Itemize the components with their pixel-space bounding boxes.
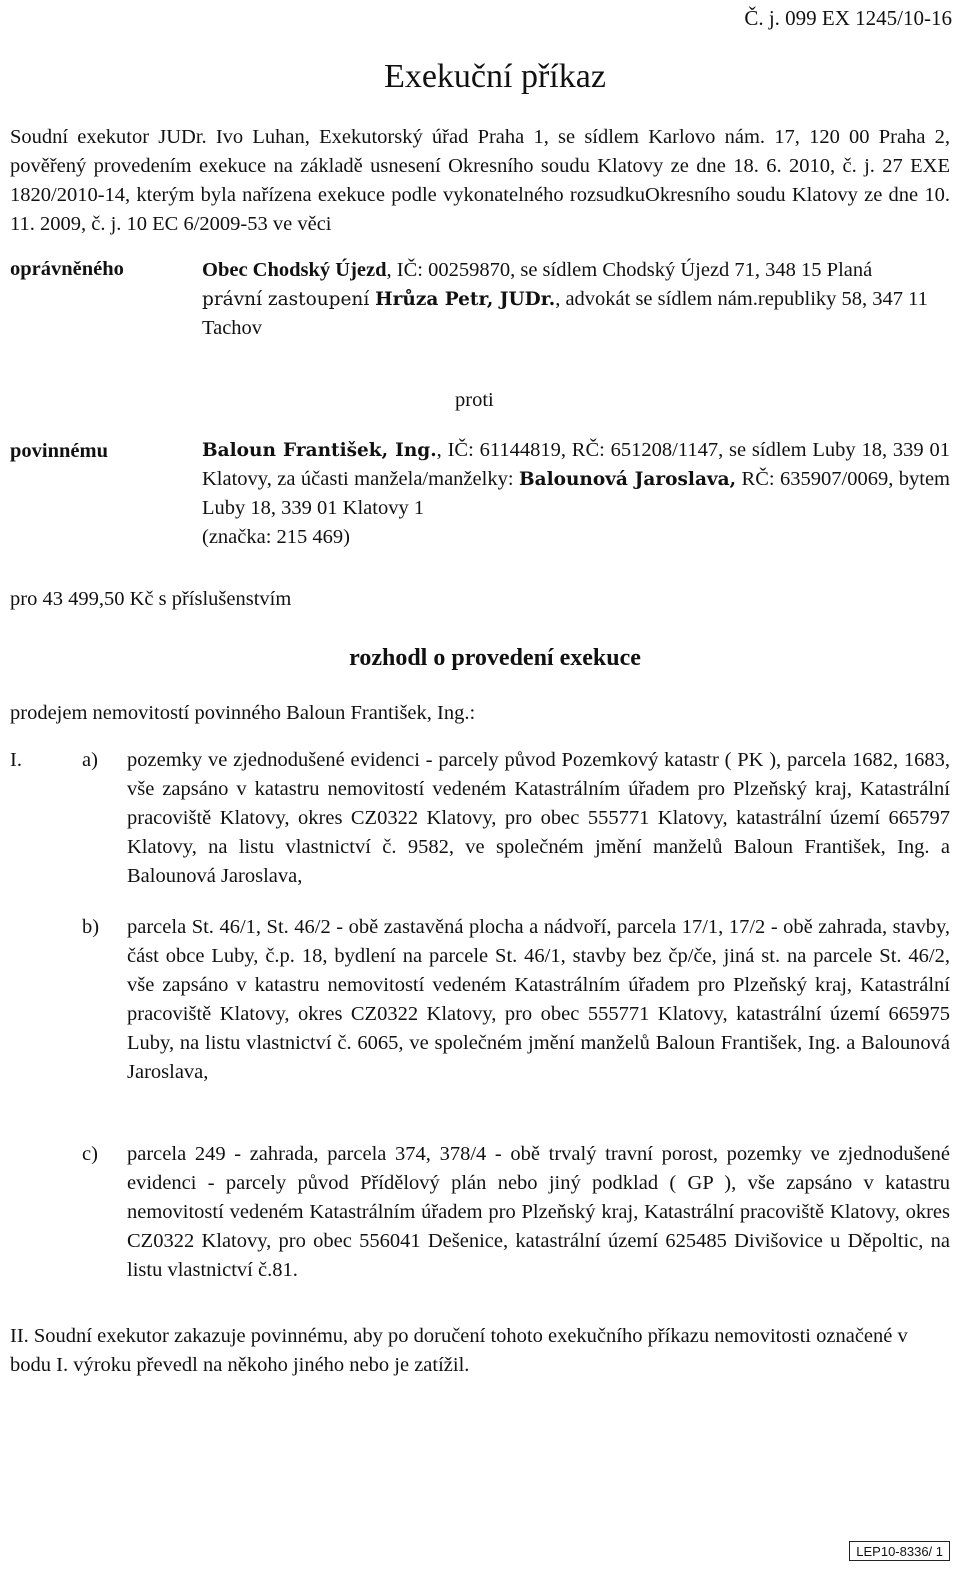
sale-intro: prodejem nemovitostí povinného Baloun František, Ing.: (10, 702, 476, 724)
debtor-label: povinnému (10, 440, 108, 462)
debtor-details (202, 436, 950, 552)
debtor-address: , IČ: 61144819, RČ: 651208/1147, se sídlem Luby 18, 339 01 Klatovy, za účasti manžela/manželky: (202, 439, 950, 490)
decision-heading: rozhodl o provedení exekuce (349, 645, 641, 671)
item-c-label: c) (82, 1143, 98, 1165)
debtor-tag: (značka: 215 469) (202, 526, 350, 548)
creditor-label: oprávněného (10, 258, 124, 280)
creditor-name: Obec Chodský Újezd (202, 259, 387, 281)
creditor-rep-name: Hrůza Petr, JUDr. (375, 289, 556, 310)
item-b-text: parcela St. 46/1, St. 46/2 - obě zastavěná plocha a nádvoří, parcela 17/1, 17/2 - obě zahrada, stavby, část obce Luby, č.p. 18, bydlení na parcele St. 46/1, stavby bez čp/če, jiná st. na parcele St. 46/2, vše zapsáno v katastru nemovitostí vedeném Katastrálním úřadem pro Plzeňský kraj, Katastrální pracoviště Klatovy, okres CZ0322 Klatovy, pro obec 555771 Klatovy, katastrální území 665975 Luby, na listu vlastnictví č. 6065, ve společném jmění manželů Baloun František, Ing. a Balounová Jaroslava, (127, 916, 950, 1083)
creditor-rep-address: , advokát se sídlem nám.republiky 58, 347 11 Tachov (202, 288, 928, 339)
item-b-label: b) (82, 916, 100, 938)
intro-paragraph: Soudní exekutor JUDr. Ivo Luhan, Exekutorský úřad Praha 1, se sídlem Karlovo nám. 17, 120 00 Praha 2, pověřený provedením exekuce na základě usnesení Okresního soudu Klatovy ze dne 18. 6. 2010, č. j. 27 EXE 1820/2010-14, kterým byla nařízena exekuce podle vykonatelného rozsudkuOkresního soudu Klatovy ze dne 10. 11. 2009, č. j. 10 EC 6/2009-53 ve věci (10, 126, 950, 235)
item-c-text: parcela 249 - zahrada, parcela 374, 378/4 - obě trvalý travní porost, pozemky ve zjednodušené evidenci - parcely původ Přídělový plán nebo jiný podklad ( GP ), vše zapsáno v katastru nemovitostí vedeném Katastrálním úřadem pro Plzeňský kraj, Katastrální pracoviště Klatovy, okres CZ0322 Klatovy, pro obec 556041 Dešenice, katastrální území 625485 Divišovice u Děpoltic, na listu vlastnictví č.81. (127, 1143, 950, 1281)
debtor-name: Baloun František, Ing. (202, 440, 437, 461)
claim-amount: pro 43 499,50 Kč s příslušenstvím (10, 588, 292, 610)
creditor-details (202, 256, 950, 343)
versus-label: proti (455, 389, 494, 411)
case-reference: Č. j. 099 EX 1245/10-16 (744, 6, 952, 30)
section-2-paragraph: II. Soudní exekutor zakazuje povinnému, aby po doručení tohoto exekučního příkazu nemovitosti označené v bodu I. výroku převedl na někoho jiného nebo je zatížil. (10, 1325, 908, 1376)
item-a-label: a) (82, 749, 98, 771)
debtor-spouse: Balounová Jaroslava, (518, 469, 737, 490)
document-title: Exekuční příkaz (384, 58, 606, 95)
item-a-text: pozemky ve zjednodušené evidenci - parcely původ Pozemkový katastr ( PK ), parcela 1682, 1683, vše zapsáno v katastru nemovitostí vedeném Katastrálním úřadem pro Plzeňský kraj, Katastrální pracoviště Klatovy, okres CZ0322 Klatovy, pro obec 555771 Klatovy, katastrální území 665797 Klatovy, na listu vlastnictví č. 9582, ve společném jmění manželů Baloun František, Ing. a Balounová Jaroslava, (127, 749, 950, 887)
creditor-rep-prefix: právní zastoupení (202, 289, 376, 310)
creditor-address: , IČ: 00259870, se sídlem Chodský Újezd 71, 348 15 Planá (386, 259, 873, 281)
section-1-numeral: I. (10, 749, 22, 771)
debtor-spouse-details: RČ: 635907/0069, bytem Luby 18, 339 01 Klatovy 1 (202, 468, 951, 519)
footer-page-reference: LEP10-8336/ 1 (849, 1541, 950, 1561)
